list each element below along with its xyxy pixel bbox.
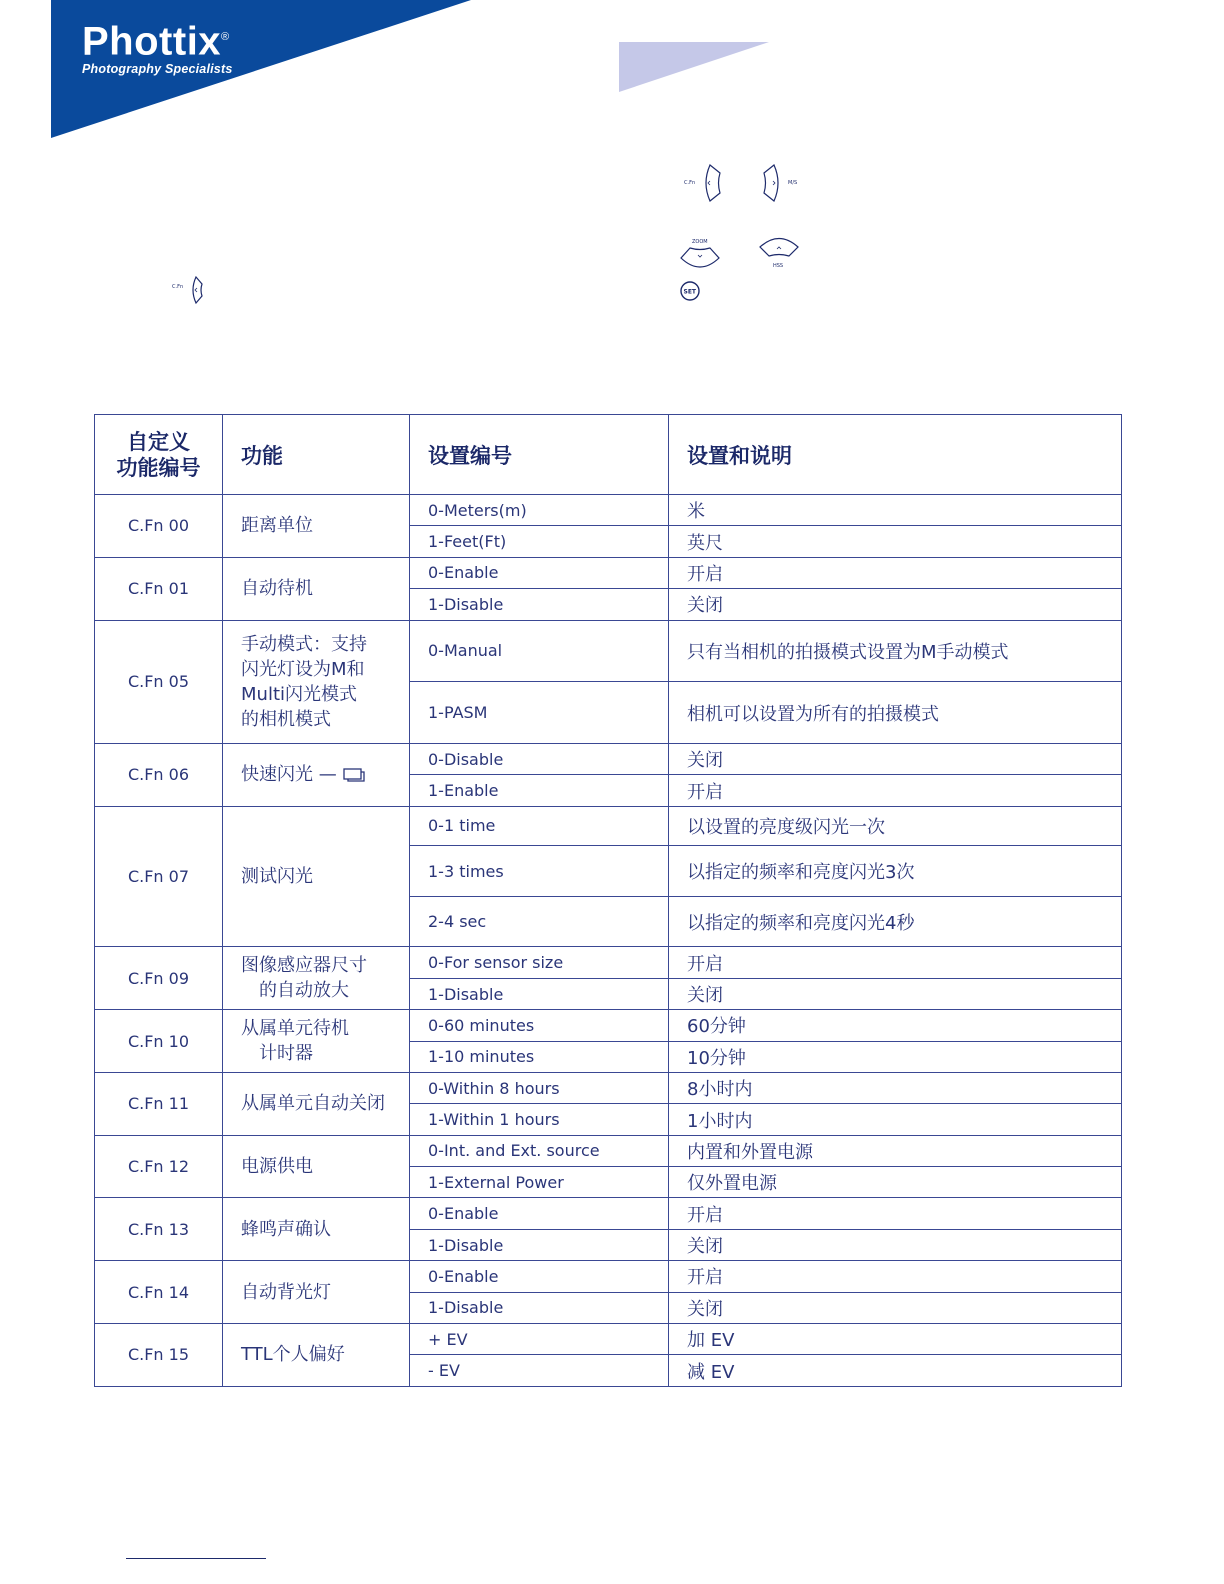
function-cell xyxy=(223,557,410,620)
cfn-button-icon xyxy=(682,163,726,203)
function-cell xyxy=(223,1010,410,1073)
function-line: 闪光灯设为M和 xyxy=(241,658,365,680)
function-cell xyxy=(223,495,410,558)
setting-number-cell: 1-Disable xyxy=(410,1229,669,1260)
setting-number-cell: 0-60 minutes xyxy=(410,1010,669,1041)
function-line: 的相机模式 xyxy=(241,708,331,730)
setting-number-cell: 0-Within 8 hours xyxy=(410,1072,669,1103)
setting-description-cell: 以设置的亮度级闪光一次 xyxy=(669,806,1122,845)
setting-description-cell: 1小时内 xyxy=(669,1104,1122,1135)
setting-description-cell: 开启 xyxy=(669,1198,1122,1229)
setting-description-cell: 英尺 xyxy=(669,526,1122,557)
accent-triangle xyxy=(619,42,769,92)
setting-description-cell: 减 EV xyxy=(669,1355,1122,1387)
setting-number-cell: 1-Disable xyxy=(410,589,669,620)
setting-description-cell: 米 xyxy=(669,495,1122,526)
function-line: 快速闪光 — xyxy=(241,762,391,787)
table-row xyxy=(95,1261,1122,1292)
function-cell xyxy=(223,1135,410,1198)
table-row xyxy=(95,1323,1122,1354)
header-setting-description: 设置和说明 xyxy=(669,415,1122,495)
setting-description-cell: 加 EV xyxy=(669,1323,1122,1354)
function-line: 蜂鸣声确认 xyxy=(241,1218,331,1240)
cfn-number-cell: C.Fn 11 xyxy=(95,1072,223,1135)
setting-number-cell: 0-Int. and Ext. source xyxy=(410,1135,669,1166)
setting-description-cell: 关闭 xyxy=(669,589,1122,620)
setting-description-cell: 相机可以设置为所有的拍摄模式 xyxy=(669,682,1122,744)
cfn-number-cell: C.Fn 09 xyxy=(95,947,223,1010)
registered-mark: ® xyxy=(221,31,230,43)
function-cell xyxy=(223,744,410,807)
function-line: 电源供电 xyxy=(241,1156,313,1178)
setting-description-cell: 以指定的频率和亮度闪光3次 xyxy=(669,846,1122,897)
setting-number-cell: 0-Disable xyxy=(410,744,669,775)
table-row xyxy=(95,1072,1122,1103)
setting-number-cell: 0-For sensor size xyxy=(410,947,669,978)
setting-description-cell: 关闭 xyxy=(669,1292,1122,1323)
cfn-number-cell: C.Fn 15 xyxy=(95,1323,223,1386)
setting-description-cell: 开启 xyxy=(669,947,1122,978)
setting-number-cell: 0-Manual xyxy=(410,620,669,682)
function-line: 距离单位 xyxy=(241,515,313,537)
zoom-button-icon xyxy=(678,236,724,270)
cfn-number-cell: C.Fn 00 xyxy=(95,495,223,558)
setting-description-cell: 60分钟 xyxy=(669,1010,1122,1041)
setting-number-cell: 1-Enable xyxy=(410,775,669,806)
logo-name: Phottix xyxy=(82,19,222,64)
setting-number-cell: 1-External Power xyxy=(410,1167,669,1198)
setting-number-cell: 2-4 sec xyxy=(410,896,669,947)
setting-description-cell: 8小时内 xyxy=(669,1072,1122,1103)
setting-number-cell: 0-Enable xyxy=(410,557,669,588)
function-cell xyxy=(223,1261,410,1324)
svg-text:M/S: M/S xyxy=(788,180,798,186)
function-line: 的自动放大 xyxy=(259,980,349,1002)
cfn-number-cell: C.Fn 14 xyxy=(95,1261,223,1324)
cfn-number-cell: C.Fn 10 xyxy=(95,1010,223,1073)
cfn-number-cell: C.Fn 12 xyxy=(95,1135,223,1198)
function-cell xyxy=(223,947,410,1010)
cfn-button-icon xyxy=(170,275,210,305)
setting-number-cell: - EV xyxy=(410,1355,669,1387)
svg-text:C.Fn: C.Fn xyxy=(172,284,184,290)
table-row xyxy=(95,806,1122,845)
setting-number-cell: 1-Feet(Ft) xyxy=(410,526,669,557)
quick-flash-icon xyxy=(342,767,368,783)
header-function: 功能 xyxy=(223,415,410,495)
function-line: Multi闪光模式 xyxy=(241,683,357,705)
table-row xyxy=(95,744,1122,775)
function-line: 计时器 xyxy=(259,1043,313,1065)
function-line: 从属单元待机 xyxy=(241,1018,349,1040)
ms-button-icon xyxy=(760,163,806,203)
setting-number-cell: 1-Within 1 hours xyxy=(410,1104,669,1135)
svg-text:ZOOM: ZOOM xyxy=(692,239,708,245)
cfn-number-cell: C.Fn 05 xyxy=(95,620,223,744)
setting-number-cell: 1-10 minutes xyxy=(410,1041,669,1072)
function-line: 手动模式：支持 xyxy=(241,633,367,655)
setting-number-cell: 1-PASM xyxy=(410,682,669,744)
setting-description-cell: 只有当相机的拍摄模式设置为M手动模式 xyxy=(669,620,1122,682)
setting-description-cell: 10分钟 xyxy=(669,1041,1122,1072)
svg-text:C.Fn: C.Fn xyxy=(684,180,696,186)
table-row xyxy=(95,1198,1122,1229)
cfn-number-cell: C.Fn 13 xyxy=(95,1198,223,1261)
function-line: 自动待机 xyxy=(241,578,313,600)
phottix-logo xyxy=(82,14,232,76)
setting-description-cell: 关闭 xyxy=(669,744,1122,775)
table-row xyxy=(95,1010,1122,1041)
table-row xyxy=(95,620,1122,682)
function-line: 测试闪光 xyxy=(241,866,313,888)
setting-number-cell: 0-1 time xyxy=(410,806,669,845)
logo-tagline: Photography Specialists xyxy=(82,62,233,77)
function-line: 自动背光灯 xyxy=(241,1281,331,1303)
table-row xyxy=(95,947,1122,978)
cfn-number-cell: C.Fn 01 xyxy=(95,557,223,620)
cfn-number-cell: C.Fn 06 xyxy=(95,744,223,807)
header-cfn-number: 自定义 功能编号 xyxy=(95,415,223,495)
cfn-number-cell: C.Fn 07 xyxy=(95,806,223,947)
setting-number-cell: 0-Enable xyxy=(410,1261,669,1292)
function-cell xyxy=(223,806,410,947)
set-button-icon xyxy=(679,281,703,303)
setting-number-cell: 1-3 times xyxy=(410,846,669,897)
function-line: 从属单元自动关闭 xyxy=(241,1093,385,1115)
setting-description-cell: 开启 xyxy=(669,557,1122,588)
setting-description-cell: 仅外置电源 xyxy=(669,1167,1122,1198)
setting-number-cell: 1-Disable xyxy=(410,978,669,1009)
function-line: TTL个人偏好 xyxy=(241,1344,345,1366)
function-cell xyxy=(223,620,410,744)
table-header-row xyxy=(95,415,1122,495)
setting-number-cell: + EV xyxy=(410,1323,669,1354)
setting-description-cell: 关闭 xyxy=(669,1229,1122,1260)
custom-function-table xyxy=(94,414,1122,1387)
hss-button-icon xyxy=(757,234,803,270)
table-row xyxy=(95,557,1122,588)
setting-description-cell: 关闭 xyxy=(669,978,1122,1009)
function-cell xyxy=(223,1323,410,1386)
header-setting-number: 设置编号 xyxy=(410,415,669,495)
setting-number-cell: 0-Enable xyxy=(410,1198,669,1229)
function-cell xyxy=(223,1072,410,1135)
table-row xyxy=(95,1135,1122,1166)
setting-number-cell: 0-Meters(m) xyxy=(410,495,669,526)
setting-description-cell: 以指定的频率和亮度闪光4秒 xyxy=(669,896,1122,947)
setting-description-cell: 开启 xyxy=(669,1261,1122,1292)
footer-rule xyxy=(126,1558,266,1559)
function-line: 图像感应器尺寸 xyxy=(241,955,367,977)
svg-text:SET: SET xyxy=(683,288,697,296)
table-row xyxy=(95,495,1122,526)
svg-text:HSS: HSS xyxy=(773,263,784,269)
setting-description-cell: 内置和外置电源 xyxy=(669,1135,1122,1166)
setting-number-cell: 1-Disable xyxy=(410,1292,669,1323)
function-cell xyxy=(223,1198,410,1261)
setting-description-cell: 开启 xyxy=(669,775,1122,806)
